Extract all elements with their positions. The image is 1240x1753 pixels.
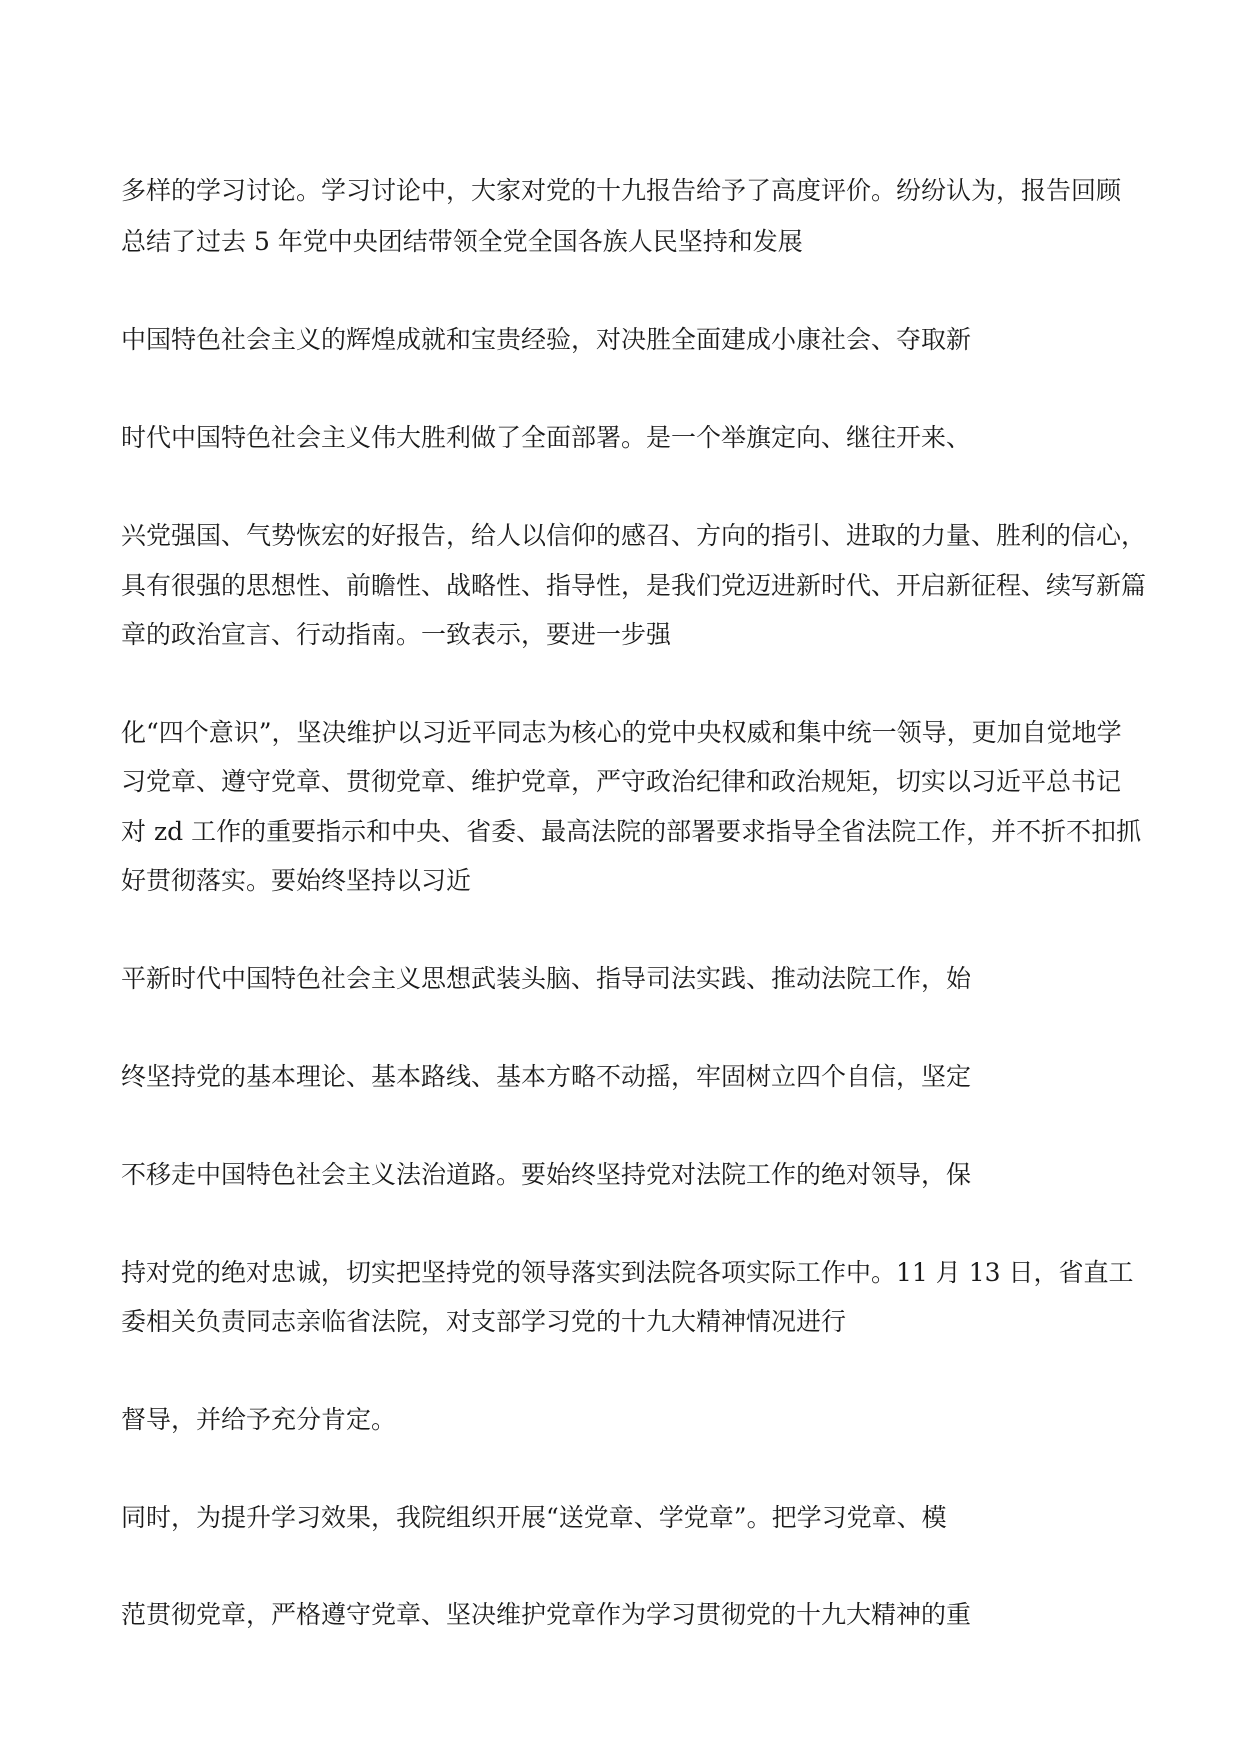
text-line: 章的政治宣言、行动指南。一致表示，要进一步强 [121, 620, 672, 649]
text-line: 平新时代中国特色社会主义思想武装头脑、指导司法实践、推动法院工作，始 [121, 964, 972, 993]
text-line: 化“四个意识”，坚决维护以习近平同志为核心的党中央权威和集中统一领导，更加自觉地学 [121, 718, 1122, 747]
text-line: 持对党的绝对忠诚，切实把坚持党的领导落实到法院各项实际工作中。11 月 13 日，省直工 [121, 1258, 1134, 1287]
text-line: 中国特色社会主义的辉煌成就和宝贵经验，对决胜全面建成小康社会、夺取新 [121, 325, 972, 354]
text-line: 时代中国特色社会主义伟大胜利做了全面部署。是一个举旗定向、继往开来、 [121, 423, 972, 452]
text-line: 终坚持党的基本理论、基本路线、基本方略不动摇，牢固树立四个自信，坚定 [121, 1062, 972, 1091]
text-line: 具有很强的思想性、前瞻性、战略性、指导性，是我们党迈进新时代、开启新征程、续写新篇 [121, 571, 1147, 600]
text-line: 同时，为提升学习效果，我院组织开展“送党章、学党章”。把学习党章、模 [121, 1503, 947, 1532]
text-line: 好贯彻落实。要始终坚持以习近 [121, 866, 472, 895]
text-line: 范贯彻党章，严格遵守党章、坚决维护党章作为学习贯彻党的十九大精神的重 [121, 1600, 972, 1629]
text-line: 习党章、遵守党章、贯彻党章、维护党章，严守政治纪律和政治规矩，切实以习近平总书记 [121, 767, 1122, 796]
text-line: 委相关负责同志亲临省法院，对支部学习党的十九大精神情况进行 [121, 1307, 847, 1336]
text-line: 多样的学习讨论。学习讨论中，大家对党的十九报告给予了高度评价。纷纷认为，报告回顾 [121, 176, 1122, 205]
text-line: 不移走中国特色社会主义法治道路。要始终坚持党对法院工作的绝对领导，保 [121, 1160, 972, 1189]
text-line: 督导，并给予充分肯定。 [121, 1405, 397, 1434]
text-line: 兴党强国、气势恢宏的好报告，给人以信仰的感召、方向的指引、进取的力量、胜利的信心， [121, 521, 1147, 550]
text-line: 对 zd 工作的重要指示和中央、省委、最高法院的部署要求指导全省法院工作，并不折不扣抓 [121, 817, 1142, 846]
text-line: 总结了过去 5 年党中央团结带领全党全国各族人民坚持和发展 [121, 227, 803, 256]
